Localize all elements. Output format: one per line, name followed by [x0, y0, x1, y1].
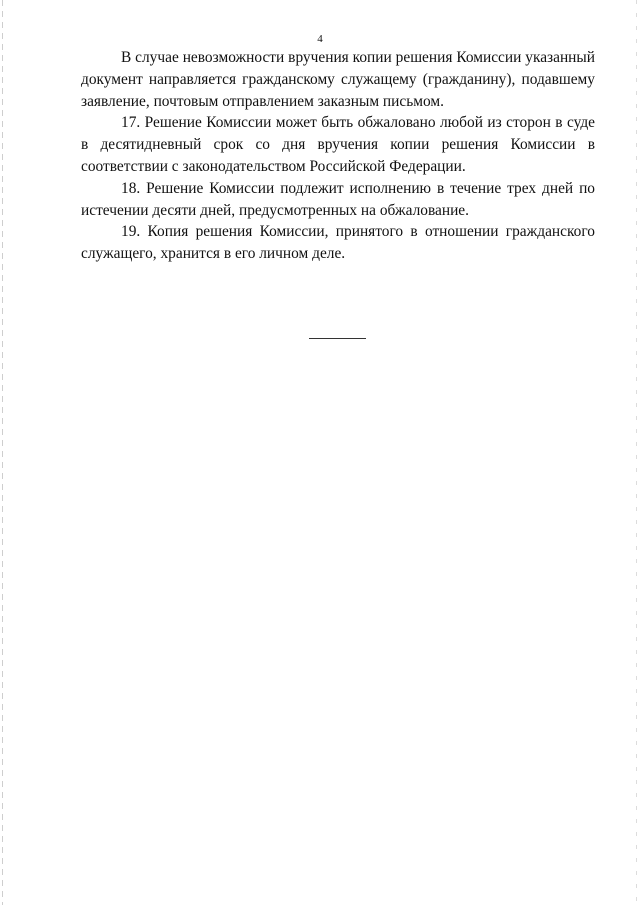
paragraph-18-execution: 18. Решение Комиссии подлежит исполнению в течение трех дней по истечении десяти дней, предусмотренных на обжалование.	[81, 179, 595, 219]
end-of-text-divider	[309, 338, 366, 339]
paragraph-copy-delivery: В случае невозможности вручения копии решения Комиссии указанный документ направляется гражданскому служащему (гражданину), подавшему заявление, почтовым отправлением заказным письмом.	[81, 49, 595, 110]
document-body	[81, 47, 595, 265]
paragraph-19-storage: 19. Копия решения Комиссии, принятого в отношении гражданского служащего, хранится в его личном деле.	[81, 223, 595, 263]
scan-edge-left	[2, 0, 3, 905]
page-number: 4	[317, 33, 323, 45]
scan-edge-right	[636, 0, 637, 905]
paragraph-17-appeal: 17. Решение Комиссии может быть обжаловано любой из сторон в суде в десятидневный срок со дня вручения копии решения Комиссии в соответствии с законодательством Российской Федерации.	[81, 114, 595, 175]
